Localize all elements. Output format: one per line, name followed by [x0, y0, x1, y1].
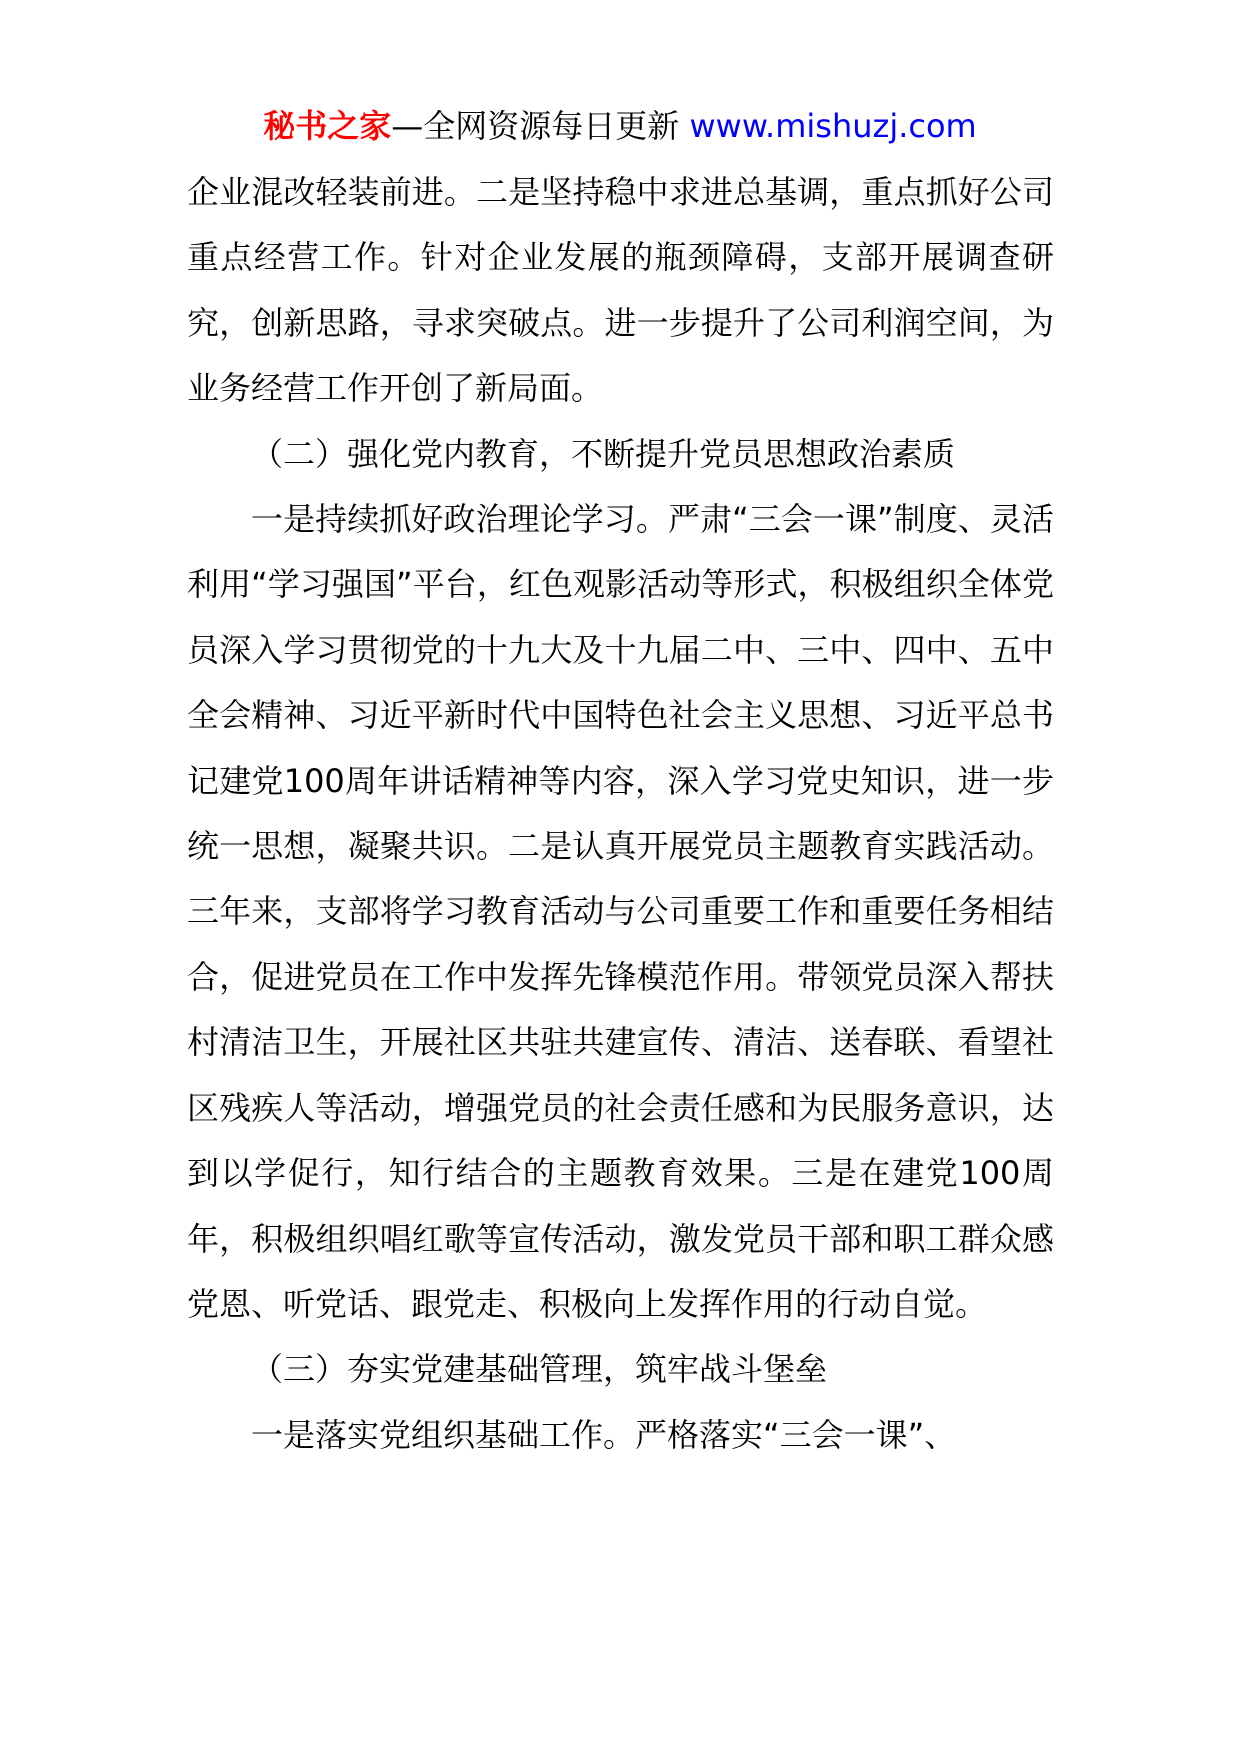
paragraph-continuation: 企业混改轻装前进。二是坚持稳中求进总基调，重点抓好公司重点经营工作。针对企业发展的瓶颈障碍，支部开展调查研究，创新思路，寻求突破点。进一步提升了公司利润空间，为业务经营工作开创了新局面。 [187, 173, 1054, 408]
paragraph-party-foundation: 一是落实党组织基础工作。严格落实“三会一课”、 [251, 1415, 957, 1454]
section-heading-2: （二）强化党内教育，不断提升党员思想政治素质 [251, 434, 956, 473]
site-url-link[interactable]: www.mishuzj.com [689, 107, 977, 145]
header-tagline: —全网资源每日更新 [391, 107, 680, 145]
document-body [187, 160, 1054, 1468]
site-header [0, 104, 1240, 148]
paragraph-party-education: 一是持续抓好政治理论学习。严肃“三会一课”制度、灵活利用“学习强国”平台，红色观影活动等形式，积极组织全体党员深入学习贯彻党的十九大及十九届二中、三中、四中、五中全会精神、习近平新时代中国特色社会主义思想、习近平总书记建党100周年讲话精神等内容，深入学习党史知识，进一步统一思想，凝聚共识。二是认真开展党员主题教育实践活动。三年来，支部将学习教育活动与公司重要工作和重要任务相结合，促进党员在工作中发挥先锋模范作用。带领党员深入帮扶村清洁卫生，开展社区共驻共建宣传、清洁、送春联、看望社区残疾人等活动，增强党员的社会责任感和为民服务意识，达到以学促行，知行结合的主题教育效果。三是在建党100周年，积极组织唱红歌等宣传活动，激发党员干部和职工群众感党恩、听党话、跟党走、积极向上发挥作用的行动自觉。 [187, 500, 1054, 1323]
section-heading-3: （三）夯实党建基础管理，筑牢战斗堡垒 [251, 1350, 828, 1389]
brand-name: 秘书之家 [263, 107, 392, 145]
